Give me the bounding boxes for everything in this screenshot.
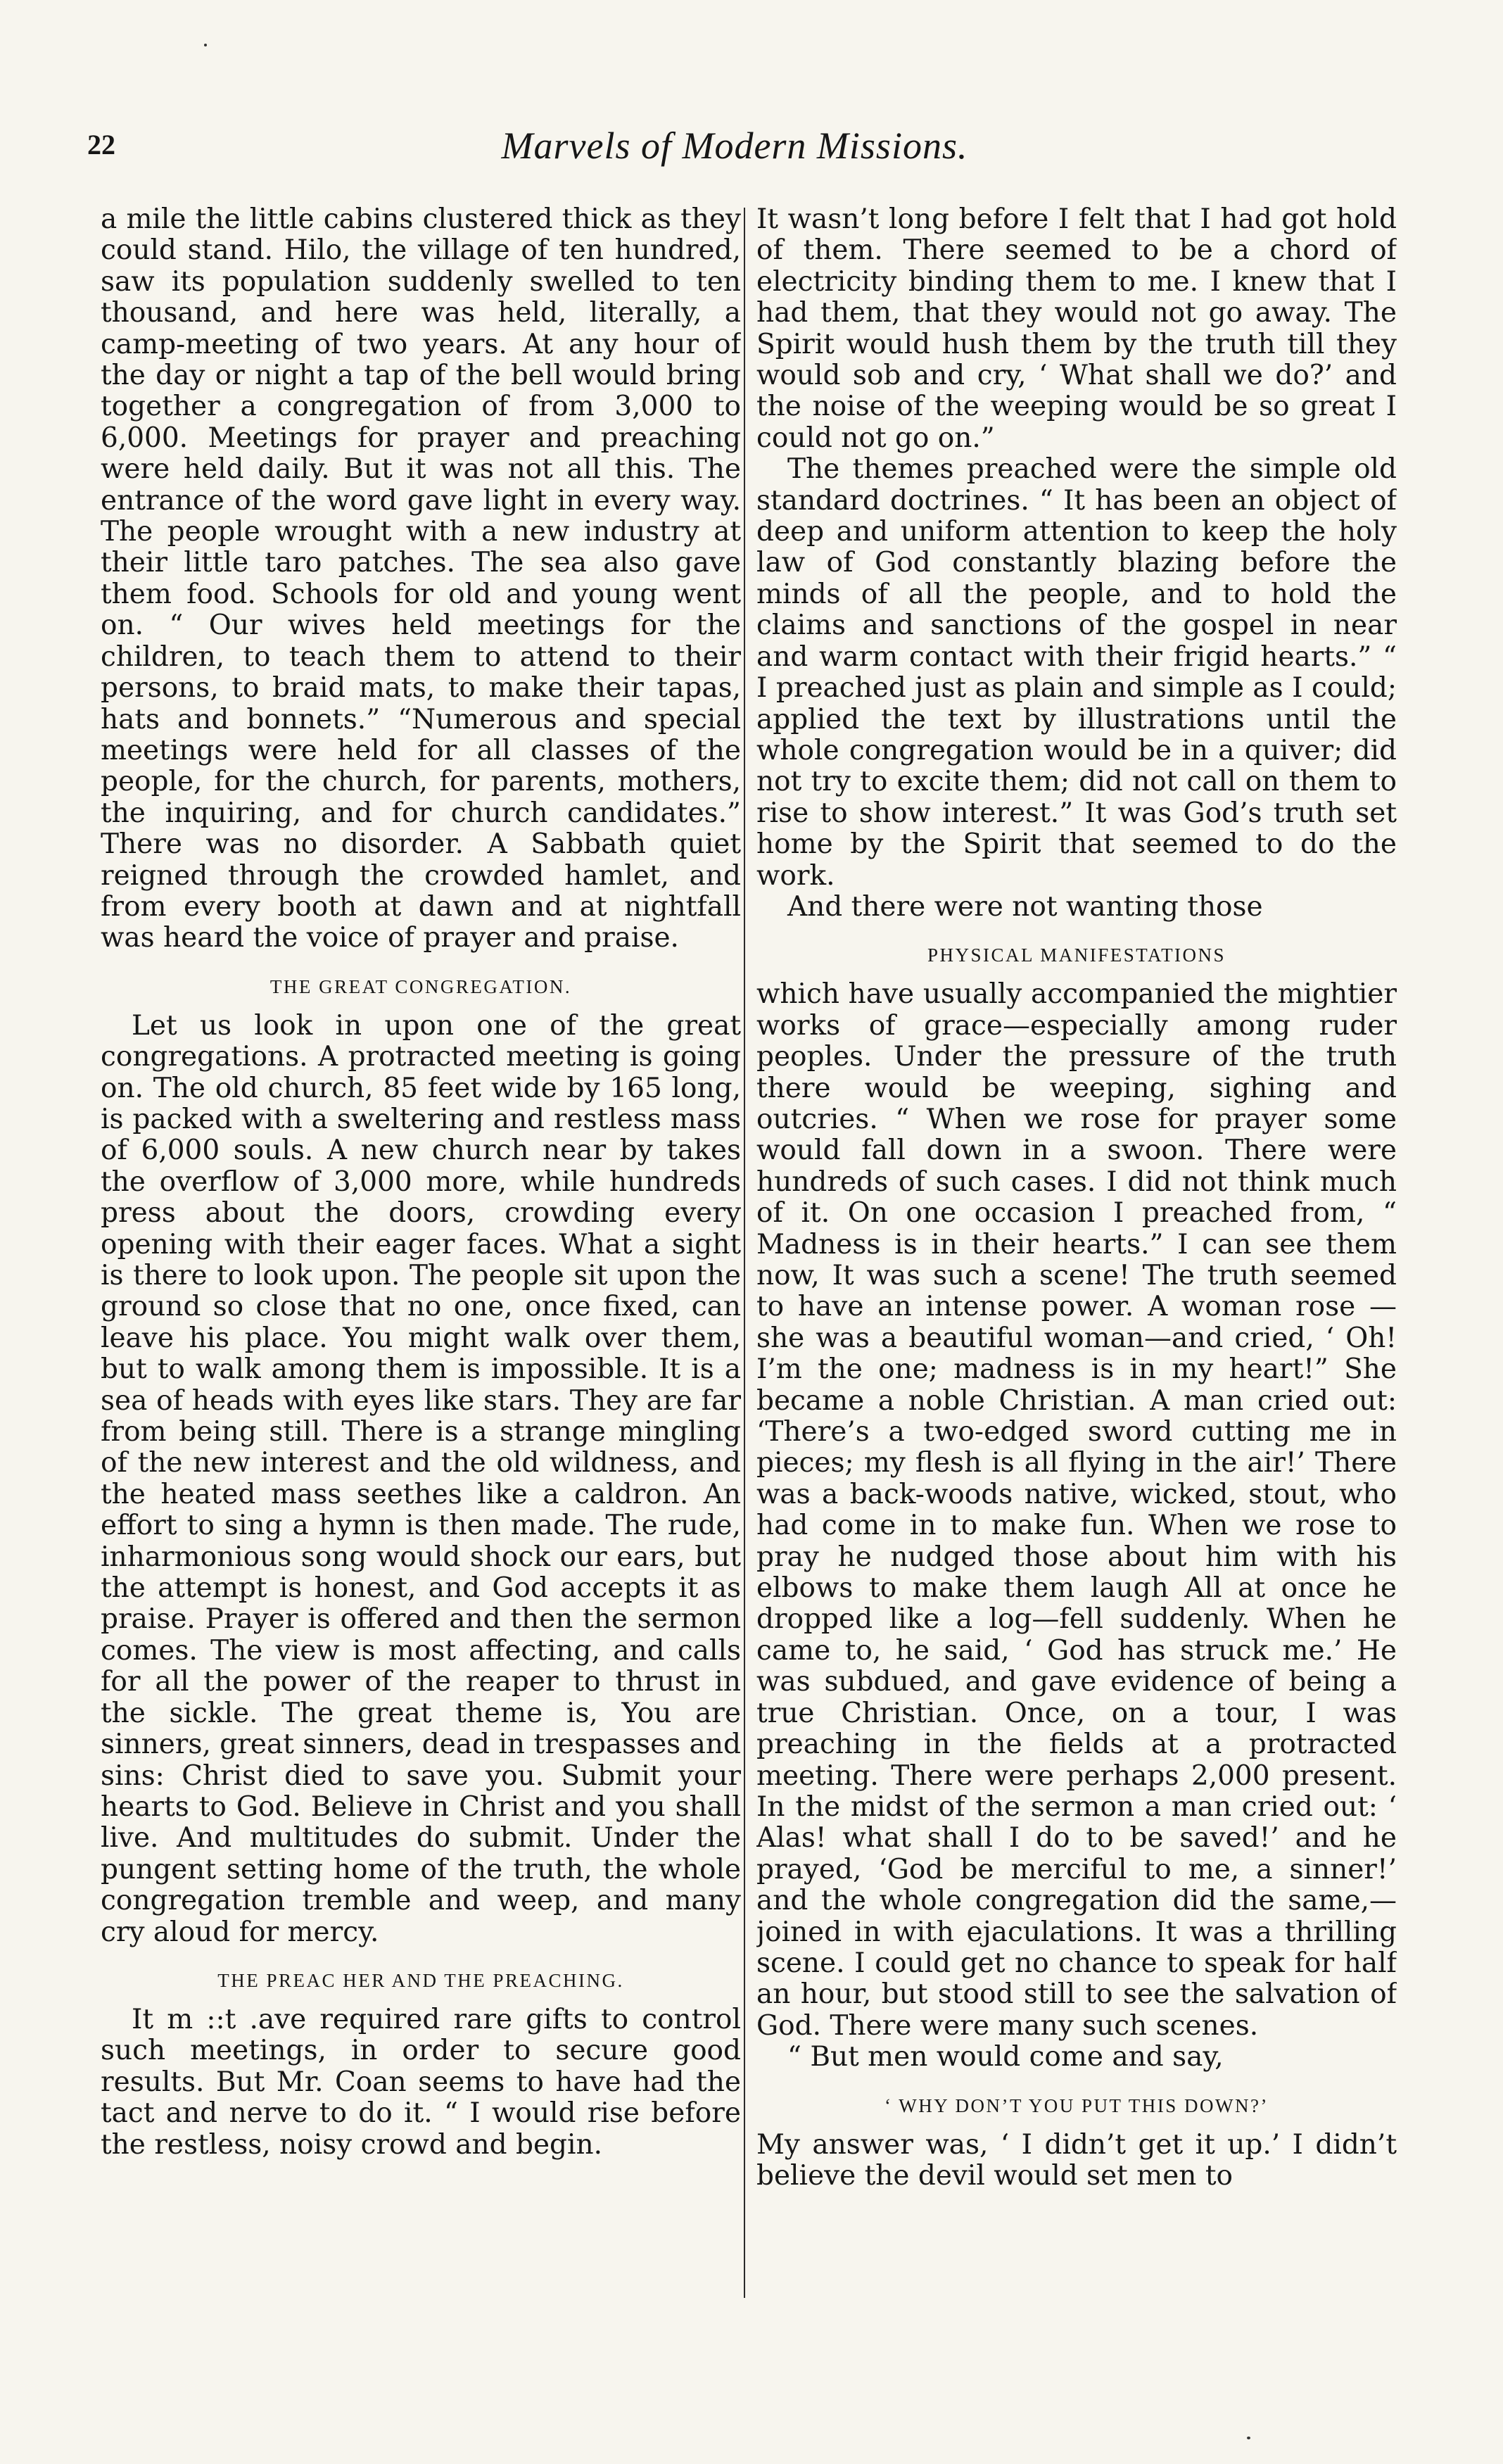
right-column — [756, 204, 1397, 2308]
right-paragraph-2: The themes preached were the simple old standard doctrines. “ It has been an object of deep and uniform attention to keep the holy law of God constantly blazing before the minds of all the people, and to hold the claims and sanctions of the gospel in near and warm contact with their frigid hearts.” “ I preached just as plain and simple as I could; applied the text by illustrations until the whole congregation would be in a quiver; did not try to excite them; did not call on them to rise to show interest.” It was God’s truth set home by the Spirit that seemed to do the work. — [756, 453, 1397, 892]
print-speck — [1247, 2437, 1250, 2439]
left-paragraph-2: Let us look in upon one of the great congregations. A protracted meeting is going on. The old church, 85 feet wide by 165 long, is packed with a sweltering and restless mass of 6,000 souls. A new church near by takes the overflow of 3,000 more, while hundreds press about the doors, crowding every opening with their eager faces. What a sight is there to look upon. The people sit upon the ground so close that no one, once fixed, can leave his place. You might walk over them, but to walk among them is impossible. It is a sea of heads with eyes like stars. They are far from being still. There is a strange mingling of the new interest and the old wildness, and the heated mass seethes like a caldron. An effort to sing a hymn is then made. The rude, inharmonious song would shock our ears, but the attempt is honest, and God accepts it as praise. Prayer is offered and then the sermon comes. The view is most affecting, and calls for all the power of the reaper to thrust in the sickle. The great theme is, You are sinners, great sinners, dead in trespasses and sins: Christ died to save you. Submit your hearts to God. Believe in Christ and you shall live. And multitudes do submit. Under the pungent setting home of the truth, the whole congregation tremble and weep, and many cry aloud for mercy. — [101, 1009, 741, 1948]
heading-why-dont-you-put-this-down: ‘ WHY DON’T YOU PUT THIS DOWN?’ — [884, 2095, 1269, 2116]
right-paragraph-6: My answer was, ‘ I didn’t get it up.’ I didn’t believe the devil would set men to — [756, 2128, 1397, 2192]
right-paragraph-4: which have usually accompanied the mightier works of grace—especially among ruder peoples. Under the pressure of the truth there would be weeping, sighing and outcries. “ When we rose for prayer some would fall down in a swoon. There were hundreds of such cases. I did not think much of it. On one occasion I preached from, “ Madness is in their hearts.” I can see them now, It was such a scene! The truth seemed to have an intense power. A woman rose — she was a beautiful woman—and cried, ‘ Oh! I’m the one; madness is in my heart!” She became a noble Christian. A man cried out: ‘There’s a two-edged sword cutting me in pieces; my flesh is all flying in the air!’ There was a back-woods native, wicked, stout, who had come in to make fun. When we rose to pray he nudged those about him with his elbows to make them laugh All at once he dropped like a log—fell suddenly. When he came to, he said, ‘ God has struck me.’ He was subdued, and gave evidence of being a true Christian. Once, on a tour, I was preaching in the fields at a protracted meeting. There were perhaps 2,000 present. In the midst of the sermon a man cried out: ‘ Alas! what shall I do to be saved!’ and he prayed, ‘God be merciful to me, a sinner!’ and the whole congregation did the same,—joined in with ejaculations. It was a thrilling scene. I could get no chance to speak for half an hour, but stood still to see the salvation of God. There were many such scenes. — [756, 978, 1397, 2042]
right-paragraph-3: And there were not wanting those — [787, 890, 1263, 923]
right-paragraph-1: It wasn’t long before I felt that I had got hold of them. There seemed to be a chord of electricity binding them to me. I knew that I had them, that they would not go away. The Spirit would hush them by the truth till they would sob and cry, ‘ What shall we do?’ and the noise of the weeping would be so great I could not go on.” — [756, 204, 1397, 454]
left-column — [101, 204, 741, 2308]
heading-preacher-and-preaching: THE PREAC HER AND THE PREACHING. — [217, 1969, 624, 1991]
left-paragraph-3: It m ::t .ave required rare gifts to control such meetings, in order to secure good results. But Mr. Coan seems to have had the tact and nerve to do it. “ I would rise before the restless, noisy crowd and begin. — [101, 2003, 741, 2161]
page-header — [87, 124, 1382, 180]
page-number: 22 — [87, 129, 115, 160]
right-paragraph-5: “ But men would come and say, — [787, 2041, 1224, 2073]
print-speck — [204, 44, 207, 46]
column-divider — [744, 208, 745, 2298]
heading-great-congregation: THE GREAT CONGREGATION. — [269, 975, 572, 997]
heading-physical-manifestations: PHYSICAL MANIFESTATIONS — [927, 944, 1226, 966]
left-paragraph-1: a mile the little cabins clustered thick as they could stand. Hilo, the village of ten hundred, saw its population suddenly swelled to ten thousand, and here was held, literally, a camp-meeting of two years. At any hour of the day or night a tap of the bell would bring together a congregation of from 3,000 to 6,000. Meetings for prayer and preaching were held daily. But it was not all this. The entrance of the word gave light in every way. The people wrought with a new industry at their little taro patches. The sea also gave them food. Schools for old and young went on. “ Our wives held meetings for the children, to teach them to attend to their persons, to braid mats, to make their tapas, hats and bonnets.” “Numerous and special meetings were held for all classes of the people, for the church, for parents, mothers, the inquiring, and for church candidates.” There was no disorder. A Sabbath quiet reigned through the crowded hamlet, and from every booth at dawn and at nightfall was heard the voice of prayer and praise. — [101, 204, 741, 954]
running-title: Marvels of Modern Missions. — [501, 125, 968, 167]
